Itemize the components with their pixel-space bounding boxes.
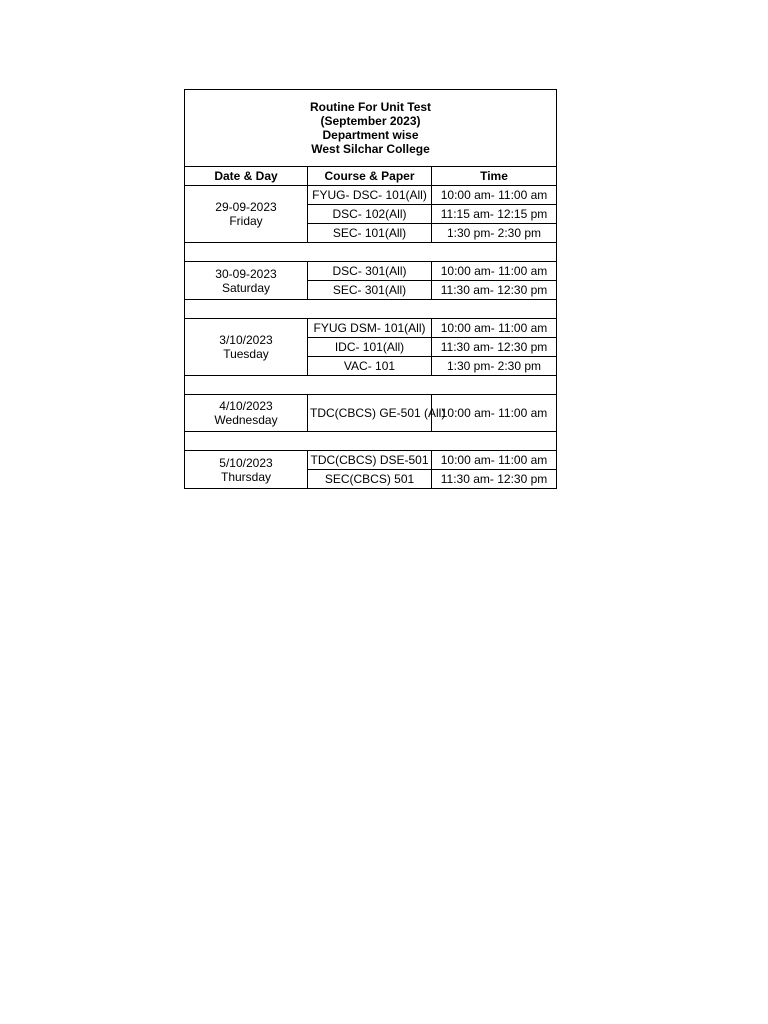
spacer-cell [185,243,557,262]
time-cell: 10:00 am- 11:00 am [432,319,557,338]
time-cell: 11:30 am- 12:30 pm [432,281,557,300]
table-row [185,262,557,281]
title-row [185,90,557,167]
course-cell: FYUG DSM- 101(All) [308,319,432,338]
routine-table [184,89,557,489]
time-cell: 10:00 am- 11:00 am [432,262,557,281]
table-row [185,319,557,338]
spacer-row [185,300,557,319]
header-date-day: Date & Day [185,167,308,186]
spacer-row [185,376,557,395]
course-cell: DSC- 301(All) [308,262,432,281]
table-row [185,395,557,432]
course-cell: SEC- 101(All) [308,224,432,243]
header-row [185,167,557,186]
header-time: Time [432,167,557,186]
time-cell: 10:00 am- 11:00 am [432,395,557,432]
time-cell: 1:30 pm- 2:30 pm [432,224,557,243]
title-line-2: (September 2023) [320,114,421,128]
table-row [185,451,557,470]
course-cell: VAC- 101 [308,357,432,376]
course-cell: TDC(CBCS) DSE-501 [308,451,432,470]
time-cell: 10:00 am- 11:00 am [432,186,557,205]
day-text: Tuesday [223,347,269,361]
time-cell: 11:30 am- 12:30 pm [432,470,557,489]
time-cell: 1:30 pm- 2:30 pm [432,357,557,376]
spacer-row [185,243,557,262]
course-cell: IDC- 101(All) [308,338,432,357]
spacer-cell [185,432,557,451]
course-cell: FYUG- DSC- 101(All) [308,186,432,205]
day-text: Saturday [221,280,271,295]
date-text: 30-09-2023 [215,266,277,281]
spacer-cell [185,300,557,319]
day-text: Wednesday [214,413,278,427]
course-cell: DSC- 102(All) [308,205,432,224]
date-cell [185,262,308,300]
course-cell: TDC(CBCS) GE-501 (All) [308,395,432,432]
date-text: 29-09-2023 [215,200,277,214]
date-cell [185,395,308,432]
day-text: Friday [229,214,263,228]
table-title [185,90,557,167]
date-text: 4/10/2023 [219,399,273,413]
title-line-4: West Silchar College [311,142,430,156]
time-cell: 11:15 am- 12:15 pm [432,205,557,224]
header-course-paper: Course & Paper [308,167,432,186]
time-cell: 10:00 am- 11:00 am [432,451,557,470]
spacer-cell [185,376,557,395]
date-cell [185,319,308,376]
title-line-1: Routine For Unit Test [309,100,432,114]
spacer-row [185,432,557,451]
course-cell: SEC- 301(All) [308,281,432,300]
date-cell [185,451,308,489]
table-row [185,186,557,205]
title-line-3: Department wise [322,128,419,142]
course-cell: SEC(CBCS) 501 [308,470,432,489]
date-text: 3/10/2023 [219,333,273,347]
time-cell: 11:30 am- 12:30 pm [432,338,557,357]
date-cell [185,186,308,243]
day-text: Thursday [220,469,272,484]
date-text: 5/10/2023 [219,455,273,470]
